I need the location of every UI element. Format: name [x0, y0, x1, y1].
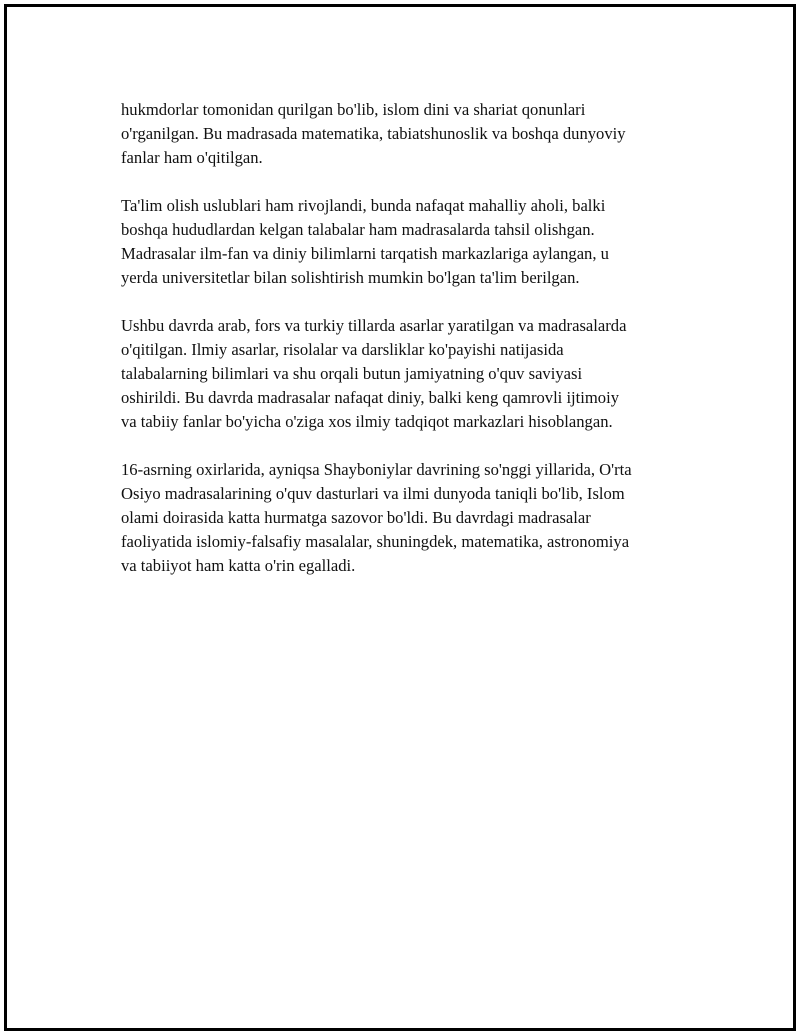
- text-line: oshirildi. Bu davrda madrasalar nafaqat diniy, balki keng qamrovli ijtimoiy: [121, 388, 619, 407]
- text-line: olami doirasida katta hurmatga sazovor bo'ldi. Bu davrdagi madrasalar: [121, 508, 591, 527]
- document-body: [121, 98, 701, 602]
- page-frame: [4, 4, 796, 1031]
- paragraph-4: [121, 458, 701, 578]
- text-line: Madrasalar ilm-fan va diniy bilimlarni tarqatish markazlariga aylangan, u: [121, 244, 609, 263]
- paragraph-2: [121, 194, 701, 290]
- text-line: Ta'lim olish uslublari ham rivojlandi, bunda nafaqat mahalliy aholi, balki: [121, 196, 606, 215]
- paragraph-1: [121, 98, 701, 170]
- text-line: talabalarning bilimlari va shu orqali butun jamiyatning o'quv saviyasi: [121, 364, 583, 383]
- text-line: fanlar ham o'qitilgan.: [121, 148, 263, 167]
- text-line: 16-asrning oxirlarida, ayniqsa Shayboniylar davrining so'nggi yillarida, O'rta: [121, 460, 632, 479]
- text-line: o'qitilgan. Ilmiy asarlar, risolalar va darsliklar ko'payishi natijasida: [121, 340, 564, 359]
- text-line: yerda universitetlar bilan solishtirish mumkin bo'lgan ta'lim berilgan.: [121, 268, 580, 287]
- text-line: hukmdorlar tomonidan qurilgan bo'lib, islom dini va shariat qonunlari: [121, 100, 586, 119]
- text-line: o'rganilgan. Bu madrasada matematika, tabiatshunoslik va boshqa dunyoviy: [121, 124, 626, 143]
- text-line: boshqa hududlardan kelgan talabalar ham madrasalarda tahsil olishgan.: [121, 220, 595, 239]
- text-line: va tabiiy fanlar bo'yicha o'ziga xos ilmiy tadqiqot markazlari hisoblangan.: [121, 412, 613, 431]
- text-line: Osiyo madrasalarining o'quv dasturlari va ilmi dunyoda taniqli bo'lib, Islom: [121, 484, 625, 503]
- text-line: va tabiiyot ham katta o'rin egalladi.: [121, 556, 356, 575]
- text-line: Ushbu davrda arab, fors va turkiy tillarda asarlar yaratilgan va madrasalarda: [121, 316, 627, 335]
- paragraph-3: [121, 314, 701, 434]
- text-line: faoliyatida islomiy-falsafiy masalalar, shuningdek, matematika, astronomiya: [121, 532, 630, 551]
